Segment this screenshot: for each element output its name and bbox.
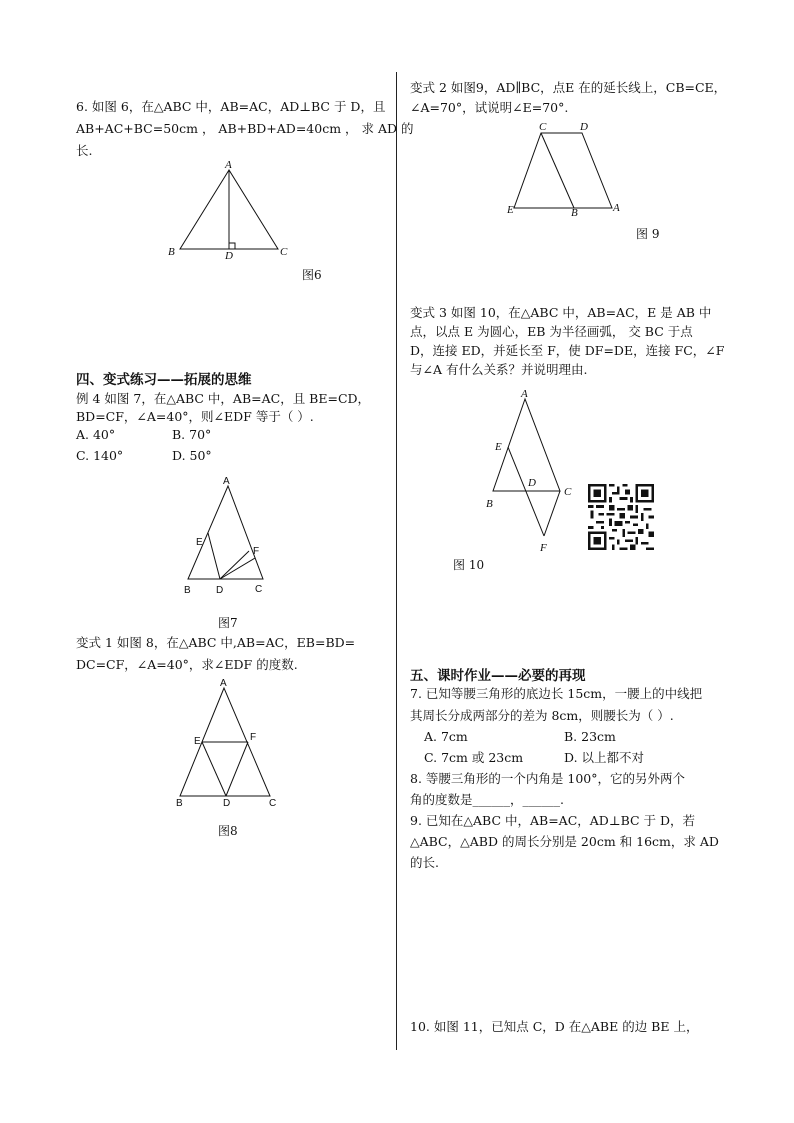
figure-10 bbox=[480, 386, 580, 556]
fig6-label-D: D bbox=[225, 250, 233, 262]
fig10-label-D: D bbox=[528, 477, 536, 489]
fig9-label-C: C bbox=[539, 121, 547, 133]
q7-option-d: D. 以上都不对 bbox=[564, 750, 645, 765]
ex4-option-c: C. 140° bbox=[76, 448, 124, 463]
q6-line1: 6. 如图 6，在△ABC 中，AB=AC，AD⊥BC 于 D，且 bbox=[76, 99, 386, 114]
q6-line3: 长. bbox=[76, 143, 93, 158]
fig6-label-C: C bbox=[280, 246, 288, 258]
q9-line3: 的长. bbox=[410, 855, 439, 870]
fig6-caption: 图6 bbox=[302, 268, 322, 282]
fig7-label-A: A bbox=[223, 476, 230, 487]
fig10-label-E: E bbox=[495, 441, 502, 453]
q7-line1: 7. 已知等腰三角形的底边长 15cm，一腰上的中线把 bbox=[410, 686, 703, 701]
fig10-label-F: F bbox=[540, 542, 547, 554]
figure-8 bbox=[172, 678, 282, 808]
q9-line1: 9. 已知在△ABC 中，AB=AC，AD⊥BC 于 D，若 bbox=[410, 813, 696, 828]
q8-line2: 角的度数是______，______. bbox=[410, 792, 564, 807]
fig10-label-B: B bbox=[486, 498, 493, 510]
variant1-line2: DC=CF，∠A=40°，求∠EDF 的度数. bbox=[76, 657, 298, 672]
fig9-label-A: A bbox=[613, 202, 620, 214]
fig7-label-F: F bbox=[253, 546, 260, 557]
section5-heading: 五、课时作业——必要的再现 bbox=[410, 668, 586, 684]
q8-line1: 8. 等腰三角形的一个内角是 100°，它的另外两个 bbox=[410, 771, 685, 786]
ex4-option-b: B. 70° bbox=[172, 427, 212, 442]
variant2-line1: 变式 2 如图9，AD∥BC，点E 在的延长线上，CB=CE， bbox=[410, 80, 727, 95]
figure-6 bbox=[165, 158, 305, 268]
fig10-label-A: A bbox=[521, 388, 528, 400]
fig9-label-E: E bbox=[507, 204, 514, 216]
fig6-label-A: A bbox=[225, 159, 232, 171]
q7-line2: 其周长分成两部分的差为 8cm，则腰长为（ ）. bbox=[410, 708, 674, 723]
variant3-line3: D，连接 ED，并延长至 F，使 DF=DE，连接 FC，∠F bbox=[410, 343, 725, 358]
q7-option-b: B. 23cm bbox=[564, 729, 616, 744]
fig7-label-B: B bbox=[184, 585, 191, 596]
fig7-label-E: E bbox=[196, 537, 203, 548]
q7-option-a: A. 7cm bbox=[424, 729, 468, 744]
fig8-caption: 图8 bbox=[218, 824, 238, 838]
variant3-line2: 点，以点 E 为圆心，EB 为半径画弧， 交 BC 于点 bbox=[410, 324, 693, 339]
variant3-line4: 与∠A 有什么关系？并说明理由. bbox=[410, 362, 588, 377]
ex4-line1: 例 4 如图 7，在△ABC 中，AB=AC，且 BE=CD， bbox=[76, 391, 371, 406]
figure-7 bbox=[178, 472, 278, 602]
section4-heading: 四、变式练习——拓展的思维 bbox=[76, 372, 252, 388]
fig10-caption: 图 10 bbox=[453, 558, 485, 572]
fig9-label-B: B bbox=[571, 207, 578, 219]
q7-option-c: C. 7cm 或 23cm bbox=[424, 750, 524, 765]
ex4-option-a: A. 40° bbox=[76, 427, 116, 442]
fig6-label-B: B bbox=[168, 246, 175, 258]
fig8-label-A: A bbox=[220, 678, 227, 689]
ex4-line2: BD=CF，∠A=40°，则∠EDF 等于（ ）. bbox=[76, 409, 314, 424]
q9-line2: △ABC，△ABD 的周长分别是 20cm 和 16cm，求 AD bbox=[410, 834, 719, 849]
q10-line1: 10. 如图 11，已知点 C，D 在△ABE 的边 BE 上， bbox=[410, 1019, 699, 1034]
figure-9 bbox=[504, 120, 634, 220]
column-divider bbox=[396, 72, 397, 1050]
variant3-line1: 变式 3 如图 10，在△ABC 中，AB=AC，E 是 AB 中 bbox=[410, 305, 712, 320]
variant1-line1: 变式 1 如图 8，在△ABC 中,AB=AC，EB=BD= bbox=[76, 635, 356, 650]
fig7-caption: 图7 bbox=[218, 616, 238, 630]
ex4-option-d: D. 50° bbox=[172, 448, 212, 463]
fig8-label-B: B bbox=[176, 798, 183, 809]
fig7-label-D: D bbox=[216, 585, 224, 596]
fig10-label-C: C bbox=[564, 486, 572, 498]
q6-line2: AB+AC+BC=50cm ， AB+BD+AD=40cm ， 求 AD 的 bbox=[76, 121, 414, 136]
fig8-label-D: D bbox=[223, 798, 231, 809]
fig8-label-E: E bbox=[194, 736, 201, 747]
fig9-caption: 图 9 bbox=[636, 227, 660, 241]
fig8-label-F: F bbox=[250, 732, 257, 743]
fig7-label-C: C bbox=[255, 584, 263, 595]
fig9-label-D: D bbox=[580, 121, 588, 133]
qr-code bbox=[587, 484, 655, 550]
variant2-line2: ∠A=70°，试说明∠E=70°. bbox=[410, 100, 569, 115]
fig8-label-C: C bbox=[269, 798, 277, 809]
